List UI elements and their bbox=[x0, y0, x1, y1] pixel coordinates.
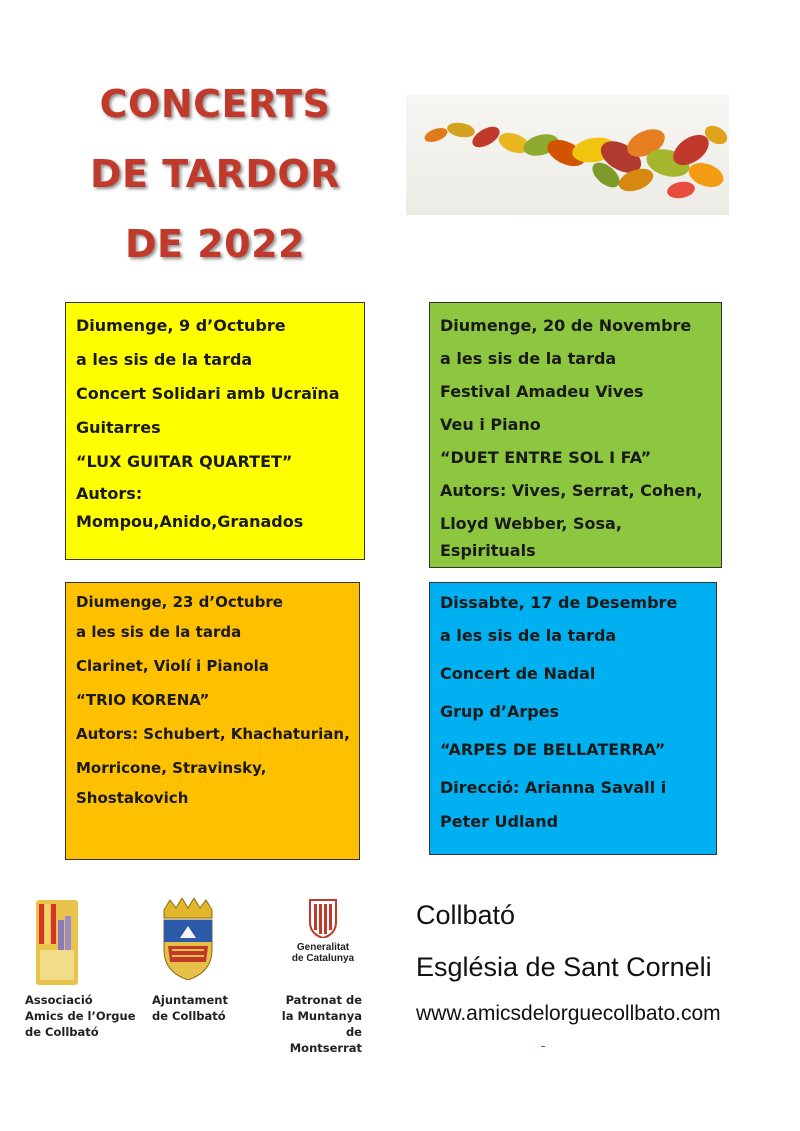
ajuntament-coat-of-arms bbox=[158, 898, 218, 980]
patronat-caption bbox=[270, 992, 362, 1056]
concert-line: Clarinet, Violí i Pianola bbox=[76, 657, 269, 675]
venue-church: Església de Sant Corneli bbox=[416, 952, 712, 982]
concert-line: Diumenge, 23 d’Octubre bbox=[76, 593, 283, 611]
concert-line: Direcció: Arianna Savall i bbox=[440, 778, 667, 797]
concert-line: “LUX GUITAR QUARTET” bbox=[76, 452, 293, 471]
concert-line: Espirituals bbox=[440, 541, 536, 560]
concert-line: Diumenge, 9 d’Octubre bbox=[76, 316, 286, 335]
amics-orgue-logo bbox=[36, 900, 78, 985]
concert-line: a les sis de la tarda bbox=[440, 349, 617, 368]
concert-line: Autors: bbox=[76, 484, 143, 503]
concert-line: Mompou,Anido,Granados bbox=[76, 512, 304, 531]
concert-line: Dissabte, 17 de Desembre bbox=[440, 593, 678, 612]
autumn-leaves-image bbox=[406, 95, 729, 215]
generalitat-logo bbox=[283, 898, 363, 978]
ajuntament-caption bbox=[152, 992, 228, 1024]
concert-line: Peter Udland bbox=[440, 812, 559, 831]
assoc-caption bbox=[25, 992, 136, 1040]
concert-box-december-17 bbox=[429, 582, 717, 855]
concert-line: Guitarres bbox=[76, 418, 161, 437]
concert-line: a les sis de la tarda bbox=[76, 623, 242, 641]
ajuntament-caption-line: de Collbató bbox=[152, 1009, 226, 1023]
venue-website[interactable]: www.amicsdelorguecollbato.com bbox=[416, 1002, 721, 1025]
concert-line: Veu i Piano bbox=[440, 415, 541, 434]
assoc-caption-line: Associació bbox=[25, 993, 93, 1007]
generalitat-emblem-text: Generalitat bbox=[296, 942, 350, 953]
title-line-1: CONCERTS bbox=[99, 82, 331, 126]
assoc-caption-line: de Collbató bbox=[25, 1025, 99, 1039]
concert-line: a les sis de la tarda bbox=[440, 626, 617, 645]
concert-line: Diumenge, 20 de Novembre bbox=[440, 316, 692, 335]
concert-box-november-20 bbox=[429, 302, 722, 568]
patronat-caption-line: la Muntanya bbox=[281, 1009, 362, 1023]
concert-line: Shostakovich bbox=[76, 789, 189, 807]
concert-line: Autors: Vives, Serrat, Cohen, bbox=[440, 481, 703, 500]
concert-line: Concert Solidari amb Ucraïna bbox=[76, 384, 340, 403]
concert-line: “ARPES DE BELLATERRA” bbox=[440, 740, 666, 759]
venue-town: Collbató bbox=[416, 900, 516, 930]
title-line-2: DE TARDOR bbox=[90, 152, 340, 196]
concert-line: Festival Amadeu Vives bbox=[440, 382, 644, 401]
title-line-3: DE 2022 bbox=[125, 222, 305, 266]
ajuntament-caption-line: Ajuntament bbox=[152, 993, 228, 1007]
small-link-mark bbox=[541, 1046, 545, 1047]
concert-line: “TRIO KORENA” bbox=[76, 691, 210, 709]
concert-line: Morricone, Stravinsky, bbox=[76, 759, 267, 777]
concert-line: a les sis de la tarda bbox=[76, 350, 253, 369]
concert-line: “DUET ENTRE SOL I FA” bbox=[440, 448, 652, 467]
generalitat-emblem-text: de Catalunya bbox=[291, 953, 355, 964]
concert-line: Lloyd Webber, Sosa, bbox=[440, 514, 622, 533]
concert-line: Concert de Nadal bbox=[440, 664, 596, 683]
concert-line: Autors: Schubert, Khachaturian, bbox=[76, 725, 350, 743]
concert-box-october-23 bbox=[65, 582, 360, 860]
concert-line: Grup d’Arpes bbox=[440, 702, 560, 721]
concert-box-october-9 bbox=[65, 302, 365, 560]
patronat-caption-line: Patronat de bbox=[285, 993, 362, 1007]
assoc-caption-line: Amics de l’Orgue bbox=[25, 1009, 136, 1023]
patronat-caption-line: de Montserrat bbox=[289, 1025, 362, 1055]
